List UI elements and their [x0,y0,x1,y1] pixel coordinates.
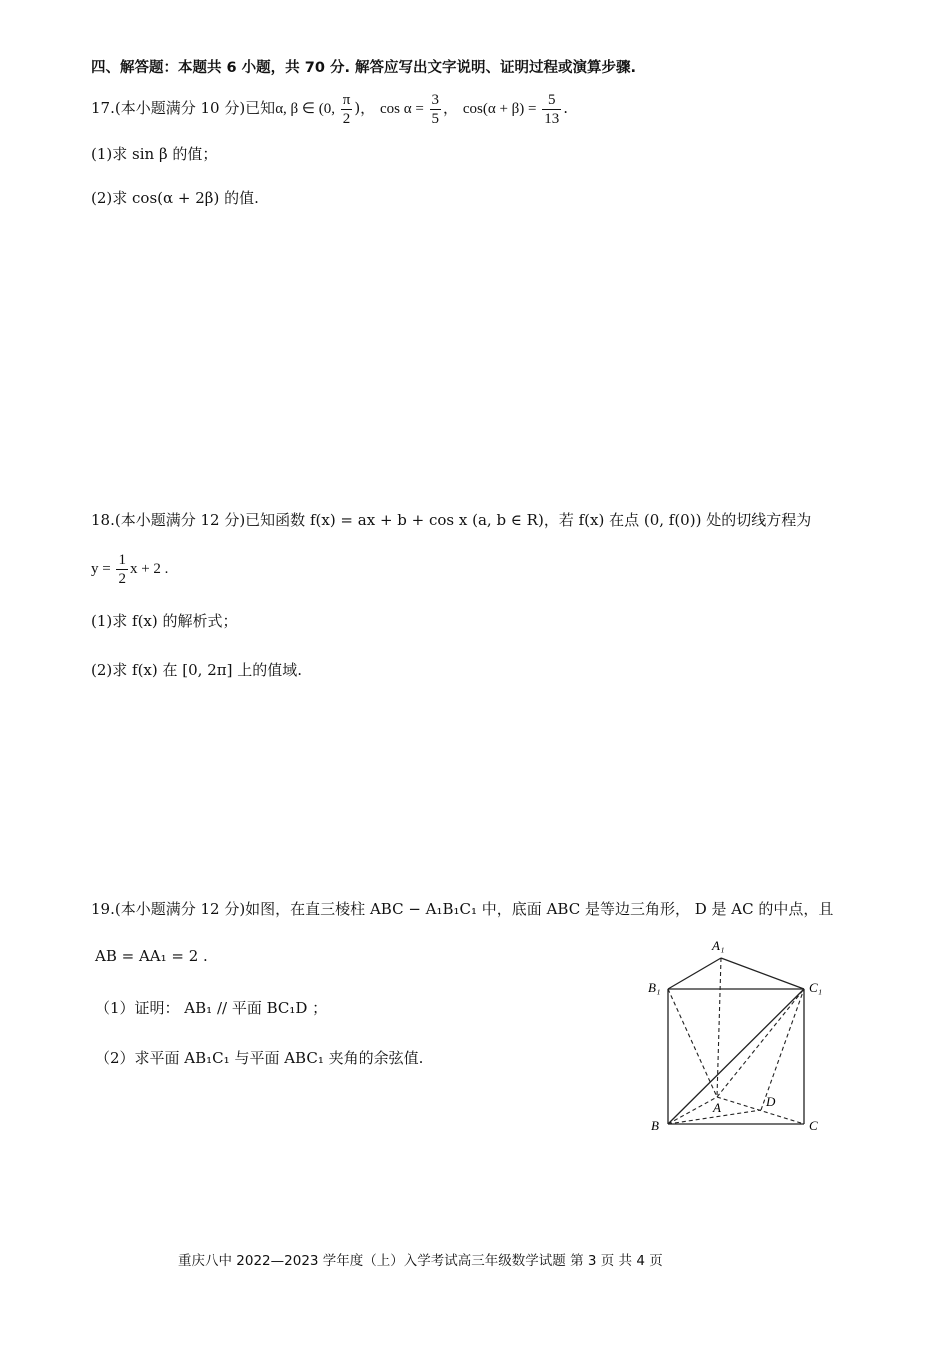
edge-a-a1 [717,958,721,1097]
label-d: D [766,1094,776,1109]
q17-cos-alpha: cos α = [379,101,428,117]
label-a1: A₁ [712,938,725,953]
q19-part1: （1）证明： AB₁ // 平面 BC₁D ； [95,999,328,1017]
q17-cos-alpha-beta: cos(α + β) = [462,101,541,117]
q18-fraction-1-2 [116,551,128,588]
q18-part2: (2)求 f(x) 在 [0, 2π] 上的值域. [91,661,302,679]
edge-a1-c1 [721,958,804,989]
frac-denominator: 2 [118,570,126,587]
q17-separator: ， [443,99,459,117]
label-c: C [809,1118,818,1133]
q17-end: . [563,99,569,117]
q19-line1: 19.(本小题满分 12 分)如图，在直三棱柱 ABC − A₁B₁C₁ 中，底面 ABC 是等边三角形， D 是 AC 的中点，且 [91,900,834,918]
frac-denominator: 5 [431,110,440,127]
segment-d-c1 [761,989,804,1110]
pi-numerator: π [342,91,351,108]
q17-pi-fraction [341,91,353,128]
segment-a-b1 [668,989,717,1097]
label-a: A [713,1100,721,1115]
q17-part2: (2)求 cos(α + 2β) 的值. [91,189,259,207]
q19-part2: （2）求平面 AB₁C₁ 与平面 ABC₁ 夹角的余弦值. [95,1049,424,1067]
q17-statement [91,88,568,129]
frac-numerator: 5 [542,91,561,110]
q17-part1: (1)求 sin β 的值； [91,145,218,163]
edge-b1-a1 [668,958,721,989]
q18-part1: (1)求 f(x) 的解析式； [91,612,238,630]
q17-fraction-5-13 [542,91,561,128]
q18-line1: 18.(本小题满分 12 分)已知函数 f(x) = ax + b + cos x (a, b ∈ R)，若 f(x) 在点 (0, f(0)) 处的切线方程为 [91,511,812,529]
label-b: B [651,1118,659,1133]
frac-denominator: 13 [544,110,560,127]
q18-y-eq: y = [91,561,115,577]
pi-denominator: 2 [342,110,351,127]
frac-numerator: 1 [118,551,126,568]
q17-lead: 17.(本小题满分 10 分)已知 [91,99,276,117]
q17-close: )， [354,99,376,117]
q19-line2: AB = AA₁ = 2 . [95,947,208,965]
prism-figure [640,930,840,1140]
q17-fraction-3-5 [430,91,442,128]
section-heading: 四、解答题：本题共 6 小题，共 70 分. 解答应写出文字说明、证明过程或演算步骤. [91,60,637,76]
label-c1: C₁ [809,980,823,995]
q18-tangent-line [91,548,168,589]
q17-condition: α, β ∈ (0, [275,101,339,117]
segment-a-c1 [717,989,804,1097]
segment-b-c1 [668,989,804,1124]
q18-tail: x + 2 . [129,561,169,577]
frac-numerator: 3 [431,91,440,108]
page-footer: 重庆八中 2022—2023 学年度（上）入学考试高三年级数学试题 第 3 页 共 4 页 [178,1253,663,1269]
label-b1: B₁ [648,980,661,995]
